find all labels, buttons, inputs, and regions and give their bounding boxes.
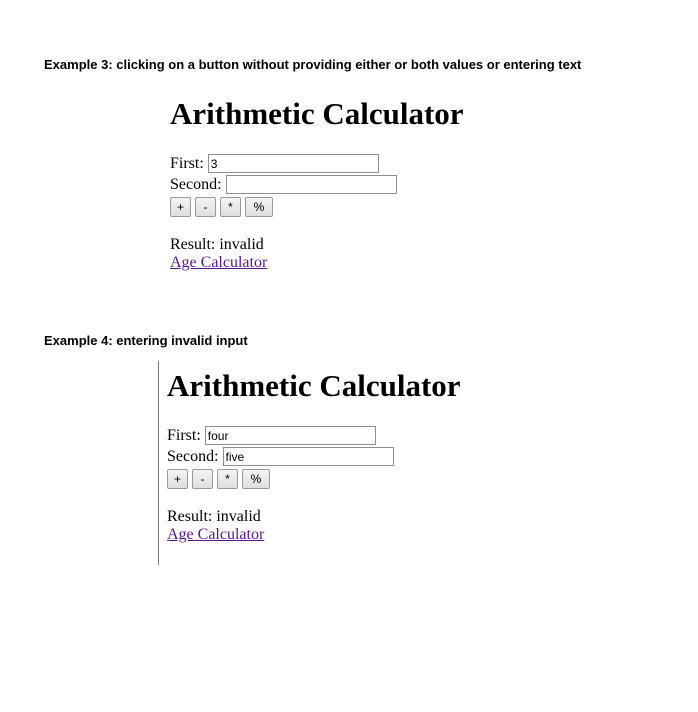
second-input[interactable] (226, 175, 397, 194)
second-input[interactable] (223, 447, 394, 466)
calculator-example-4 (167, 368, 461, 545)
result-text: Result: invalid (167, 508, 261, 525)
operator-buttons (170, 197, 464, 218)
second-row (170, 174, 464, 195)
first-label: First: (167, 426, 201, 444)
first-input[interactable] (208, 154, 379, 173)
age-calculator-link[interactable]: Age Calculator (170, 254, 268, 271)
calculator-title: Arithmetic Calculator (167, 368, 461, 403)
first-input[interactable] (205, 426, 376, 445)
subtract-button[interactable]: - (192, 469, 213, 489)
second-row (167, 446, 461, 467)
add-button[interactable]: + (167, 469, 188, 489)
add-button[interactable]: + (170, 197, 191, 217)
left-divider-line (158, 361, 159, 565)
second-label: Second: (167, 447, 219, 465)
calculator-title: Arithmetic Calculator (170, 96, 464, 131)
example-3-caption: Example 3: clicking on a button without providing either or both values or entering text (44, 57, 582, 72)
modulo-button[interactable]: % (245, 197, 273, 217)
multiply-button[interactable]: * (217, 469, 238, 489)
example-4-caption: Example 4: entering invalid input (44, 333, 248, 348)
result-text: Result: invalid (170, 236, 264, 253)
modulo-button[interactable]: % (242, 469, 270, 489)
first-row (170, 153, 464, 174)
multiply-button[interactable]: * (220, 197, 241, 217)
first-label: First: (170, 154, 204, 172)
first-row (167, 425, 461, 446)
operator-buttons (167, 469, 461, 490)
subtract-button[interactable]: - (195, 197, 216, 217)
second-label: Second: (170, 175, 222, 193)
age-calculator-link[interactable]: Age Calculator (167, 526, 265, 543)
calculator-example-3 (170, 96, 464, 273)
